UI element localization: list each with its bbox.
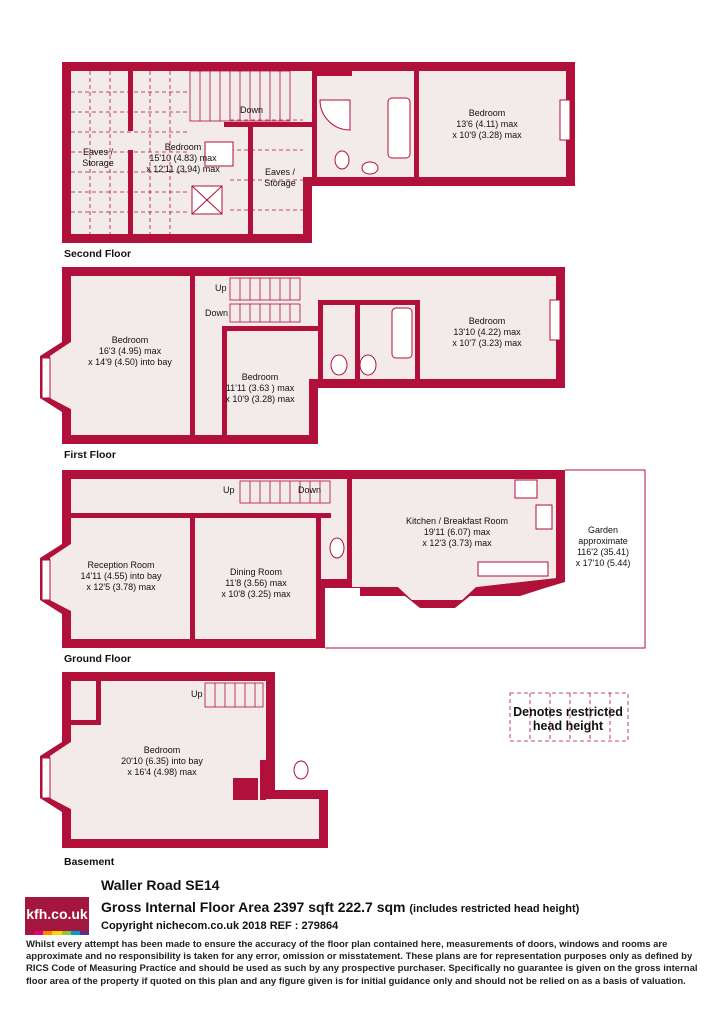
legend-text: head height (532, 719, 604, 733)
property-address: Waller Road SE14 (101, 877, 220, 893)
first-floor-wall (190, 276, 195, 435)
logo-color-stripe (43, 931, 52, 935)
second-floor (62, 62, 575, 260)
copyright: Copyright nichecom.co.uk 2018 REF : 279864 (101, 920, 339, 932)
room-name: Bedroom (241, 372, 279, 382)
room-name: Bedroom (468, 108, 506, 118)
room-dims: 11'8 (3.56) max (225, 578, 287, 588)
ground-floor-wall (190, 513, 195, 639)
second-floor-wall (312, 71, 317, 186)
room-name: Storage (82, 158, 114, 168)
room-name: Garden (587, 525, 619, 535)
basin-icon (362, 162, 378, 174)
stair-up-label: Up (223, 485, 235, 495)
second-floor-wall (248, 126, 253, 234)
room-dims: x 12'5 (3.78) max (86, 582, 156, 592)
room-dims: 19'11 (6.07) max (423, 527, 491, 537)
room-dims: x 10'7 (3.23) max (452, 338, 522, 348)
logo-color-stripe (52, 931, 61, 935)
kfh-logo (25, 897, 89, 931)
room-name: Bedroom (164, 142, 202, 152)
logo-text: kfh.co.uk (26, 906, 88, 922)
floor-area-note: (includes restricted head height) (409, 903, 580, 915)
stair-up-label: Up (215, 283, 227, 293)
room-name: Bedroom (111, 335, 149, 345)
hob-icon (515, 480, 537, 498)
room-dims: x 16'4 (4.98) max (127, 767, 197, 777)
room-name: Bedroom (143, 745, 181, 755)
disclaimer: Whilst every attempt has been made to ensure the accuracy of the floor plan contained here, measurements of doors, windows and rooms are approximate and no responsibility is taken for any error, omission or misstatement. These plans are for representation purposes only as defined by RICS Code of Measuring Practice and should be used as such by any prospective purchaser. Specifically no guarantee is given on the gross internal floor area of the property if quoted on this plan and any figure given is for initial guidance only and should not be relied on as a basis of valuation. (26, 939, 698, 987)
stair-down-label: Down (298, 485, 322, 495)
first-floor-wall (318, 300, 323, 388)
legend (510, 693, 628, 741)
bay-window-icon (42, 358, 50, 398)
kitchen-counter-icon (478, 562, 548, 576)
room-name: Eaves / (264, 167, 296, 177)
room-dims: x 10'9 (3.28) max (225, 394, 295, 404)
first-floor-wall (355, 300, 360, 388)
room-dims: 116'2 (35.41) (576, 547, 630, 557)
room-dims: x 12'3 (3.73) max (422, 538, 492, 548)
floor-area (101, 899, 579, 915)
toilet-icon (331, 355, 347, 375)
room-name: Reception Room (87, 560, 155, 570)
bay-window-icon (42, 758, 50, 798)
second-floor-wall (128, 150, 133, 234)
toilet-icon (330, 538, 344, 558)
basement-wall (96, 681, 101, 725)
room-dims: x 10'9 (3.28) max (452, 130, 522, 140)
room-dims: 16'3 (4.95) max (98, 346, 162, 356)
legend-text: Denotes restricted (513, 705, 623, 719)
second-floor-wall (414, 71, 419, 177)
window-icon (560, 100, 570, 140)
room-name: approximate (578, 536, 628, 546)
room-name: Storage (264, 178, 296, 188)
second-floor-wall (128, 71, 133, 131)
bath-icon (392, 308, 412, 358)
toilet-icon (294, 761, 308, 779)
first-floor-wall (318, 300, 420, 305)
second-floor-wall (312, 71, 352, 76)
floor-label: Basement (64, 856, 115, 868)
window-icon (550, 300, 560, 340)
room-dims: x 12'11 (3.94) max (146, 164, 220, 174)
basement-chimney (233, 778, 258, 800)
toilet-icon (360, 355, 376, 375)
ground-floor-wall (71, 513, 331, 518)
room-dims: x 17'10 (5.44) (575, 558, 631, 568)
logo-color-stripe (25, 931, 34, 935)
room-dims: x 14'9 (4.50) into bay (88, 357, 172, 367)
logo-color-stripe (62, 931, 71, 935)
floor-label: Second Floor (64, 248, 132, 260)
logo-color-bar (25, 931, 89, 935)
room-dims: 20'10 (6.35) into bay (121, 756, 203, 766)
stair-down-label: Down (205, 308, 229, 318)
bath-icon (388, 98, 410, 158)
logo-color-stripe (71, 931, 80, 935)
bay-window-icon (42, 560, 50, 600)
room-name: Eaves / (82, 147, 114, 157)
first-floor-wall (415, 300, 420, 388)
room-dims: 11'11 (3.63 ) max (225, 383, 295, 393)
room-name: Dining Room (229, 567, 283, 577)
basement (40, 672, 328, 868)
room-dims: 13'6 (4.11) max (456, 119, 518, 129)
floor-label: First Floor (64, 449, 116, 461)
first-floor-wall (222, 326, 227, 435)
toilet-icon (335, 151, 349, 169)
stair-up-label: Up (191, 689, 203, 699)
sink-icon (536, 505, 552, 529)
room-name: Kitchen / Breakfast Room (405, 516, 509, 526)
room-name: Bedroom (468, 316, 506, 326)
room-dims: x 10'8 (3.25) max (221, 589, 291, 599)
room-dims: 14'11 (4.55) into bay (80, 571, 162, 581)
stair-down-label: Down (240, 105, 264, 115)
ground-floor-wall (316, 513, 321, 583)
floor-label: Ground Floor (64, 653, 132, 665)
logo-color-stripe (34, 931, 43, 935)
first-floor-wall (222, 326, 322, 331)
logo-color-stripe (80, 931, 89, 935)
second-floor-wall (224, 122, 314, 127)
floor-area-text: Gross Internal Floor Area 2397 sqft 222.7 sqm (101, 899, 406, 915)
first-floor (40, 267, 565, 461)
room-dims: 13'10 (4.22) max (453, 327, 521, 337)
basement-wall (260, 760, 266, 800)
ground-floor (40, 470, 645, 665)
room-dims: 15'10 (4.83) max (149, 153, 217, 163)
ground-floor-wall (347, 479, 352, 587)
